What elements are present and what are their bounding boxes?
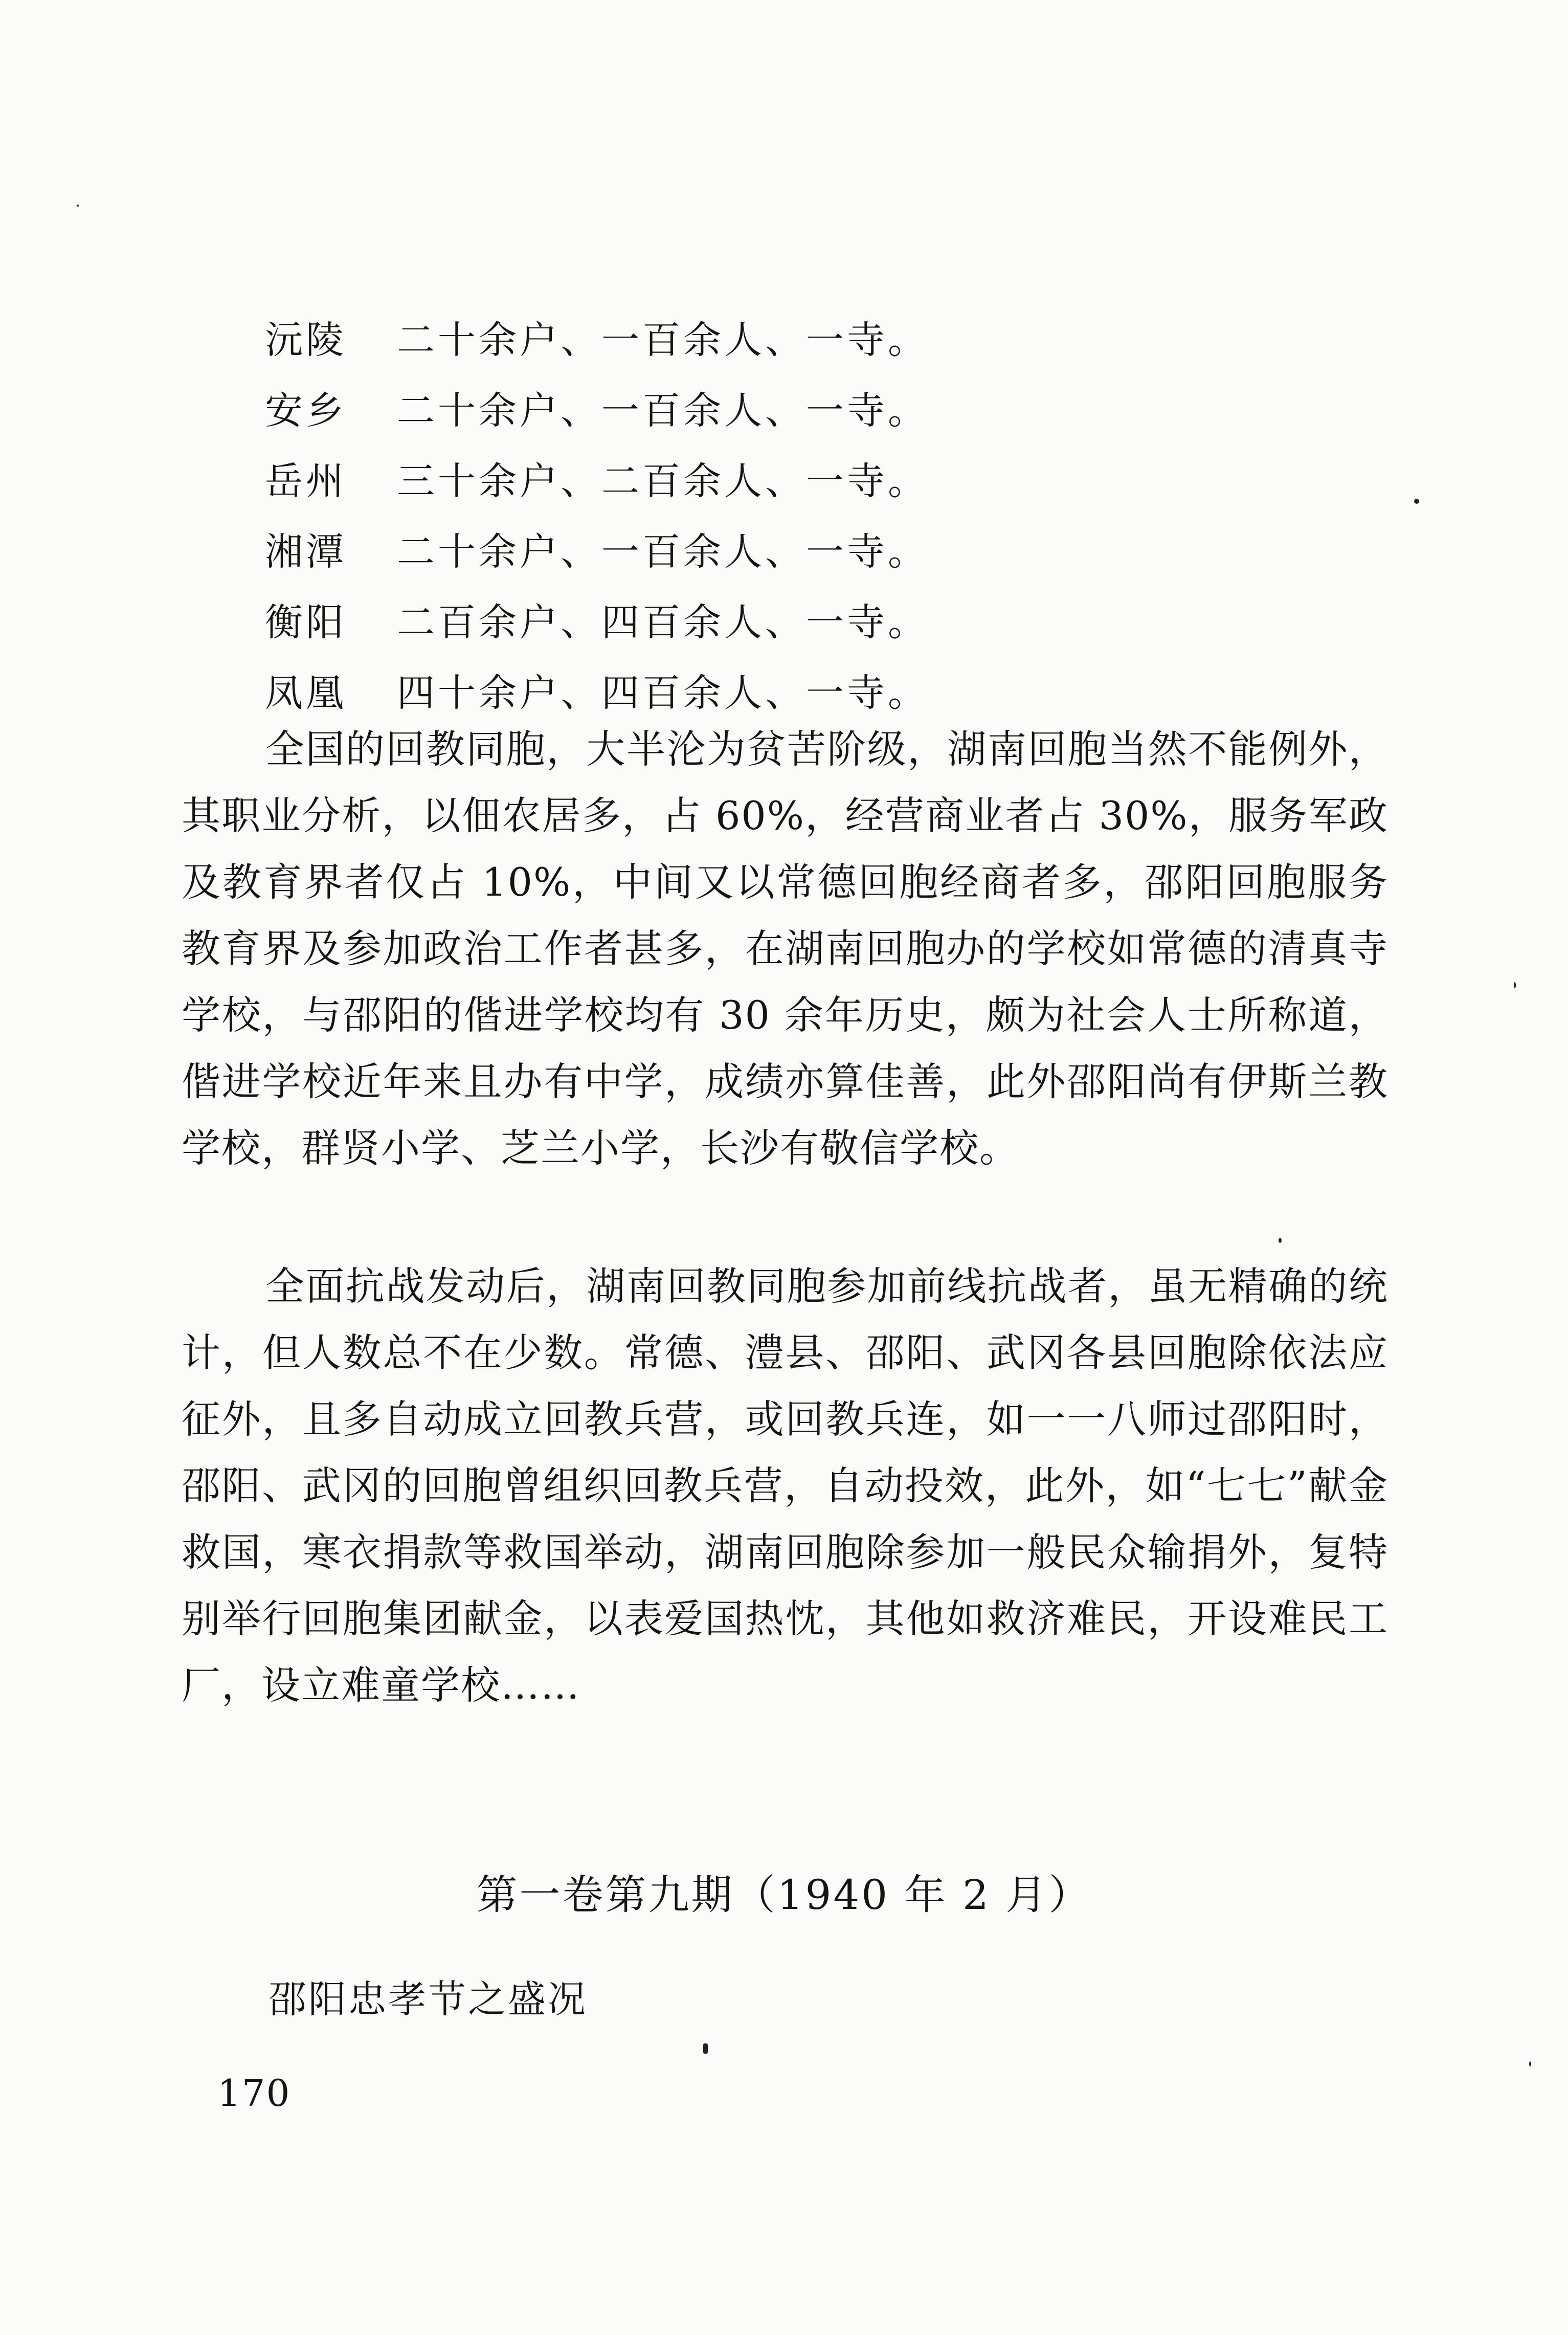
scan-speck	[1414, 499, 1419, 504]
place-name: 岳州	[265, 459, 347, 503]
scan-speck	[1279, 1238, 1282, 1243]
paragraph-occupations: 全国的回教同胞，大半沦为贫苦阶级，湖南回胞当然不能例外，其职业分析，以佃农居多，占 60%，经营商业者占 30%，服务军政及教育界者仅占 10%，中间又以常德回胞经商者多，邵阳回胞服务教育界及参加政治工作者甚多，在湖南回胞办的学校如常德的清真寺学校，与邵阳的偕进学校均有 30 余年历史，颇为社会人士所称道，偕进学校近年来且办有中学，成绩亦算佳善，此外邵阳尚有伊斯兰教学校，群贤小学、芝兰小学，长沙有敬信学校。	[182, 726, 1388, 1171]
list-item	[265, 302, 929, 372]
page-number: 170	[217, 2072, 291, 2115]
scan-speck	[1529, 2061, 1531, 2066]
scan-speck	[1514, 982, 1516, 988]
place-stats: 二十余户、一百余人、一寺。	[397, 530, 929, 574]
place-stats: 二百余户、四百余人、一寺。	[397, 601, 929, 644]
place-stats: 四十余户、四百余人、一寺。	[397, 671, 929, 715]
list-item	[265, 584, 929, 655]
article-title: 邵阳忠孝节之盛况	[268, 1977, 588, 2021]
issue-heading: 第一卷第九期（1940 年 2 月）	[476, 1871, 1092, 1919]
place-name: 凤凰	[265, 671, 347, 715]
place-name: 衡阳	[265, 601, 347, 644]
place-stats: 二十余户、一百余人、一寺。	[397, 318, 929, 362]
scan-speck	[77, 205, 79, 207]
list-item	[265, 514, 929, 584]
scan-speck	[703, 2043, 708, 2054]
list-item	[265, 655, 929, 725]
list-item	[265, 372, 929, 443]
place-stats: 三十余户、二百余人、一寺。	[397, 459, 929, 503]
population-list	[265, 302, 929, 725]
paragraph-war-effort: 全面抗战发动后，湖南回教同胞参加前线抗战者，虽无精确的统计，但人数总不在少数。常德、澧县、邵阳、武冈各县回胞除依法应征外，且多自动成立回教兵营，或回教兵连，如一一八师过邵阳时，邵阳、武冈的回胞曾组织回教兵营，自动投效，此外，如“七七”献金救国，寒衣捐款等救国举动，湖南回胞除参加一般民众输捐外，复特别举行回胞集团献金，以表爱国热忱，其他如救济难民，开设难民工厂，设立难童学校……	[182, 1263, 1388, 1708]
list-item	[265, 443, 929, 514]
place-stats: 二十余户、一百余人、一寺。	[397, 389, 929, 433]
place-name: 湘潭	[265, 530, 347, 574]
place-name: 沅陵	[265, 318, 347, 362]
place-name: 安乡	[265, 389, 347, 433]
